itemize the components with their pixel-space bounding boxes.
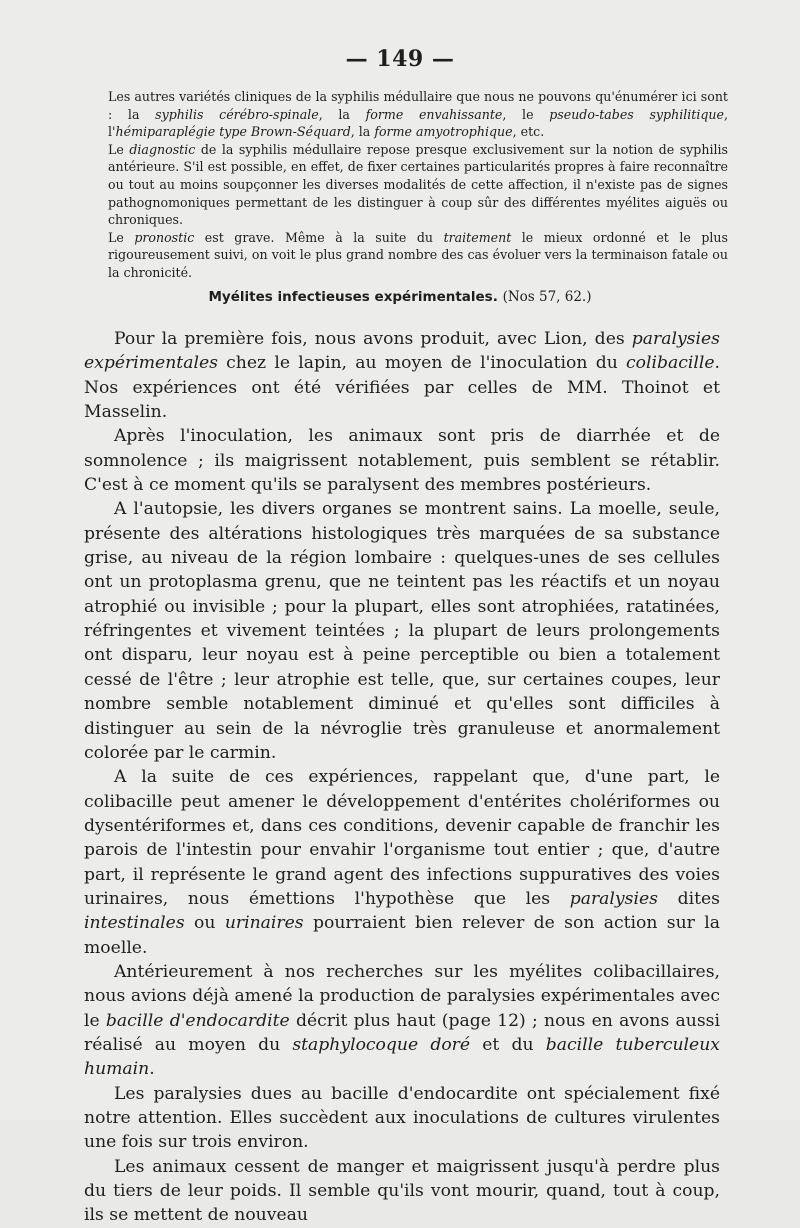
text-run: Après l'inoculation, les animaux sont pris de diarrhée et de somnolence ; ils maigrissent notablement, puis semblent se rétablir. C'est à ce moment qu'ils se paralysent des membres postérieurs. (84, 426, 720, 496)
italic-text: forme amyotrophique (374, 124, 513, 140)
body-paragraph (84, 327, 720, 424)
italic-text: bacille tuberculeux humain (84, 1034, 720, 1080)
text-run: Le (108, 141, 130, 157)
italic-text: traitement (443, 229, 512, 245)
italic-text: hémiparaplégie type Brown-Séquard (115, 124, 351, 140)
body-text (84, 327, 720, 1228)
text-run: Les paralysies dues au bacille d'endocardite ont spécialement fixé notre attention. Elles succèdent aux inoculations de cultures virulentes une fois sur trois environ. (84, 1083, 720, 1153)
body-paragraph (84, 1155, 720, 1228)
intro-paragraph-2 (108, 141, 728, 229)
text-run: Pour la première fois, nous avons produit, avec Lion, des (114, 329, 632, 349)
intro-paragraph-3 (108, 229, 728, 282)
intro-paragraph-1 (108, 88, 728, 141)
body-paragraph (84, 960, 720, 1082)
text-run: . Nos expériences ont été vérifiées par celles de MM. Thoinot et Masselin. (84, 353, 720, 423)
italic-text: colibacille (626, 353, 715, 374)
text-run: A l'autopsie, les divers organes se montrent sains. La moelle, seule, présente des altérations histologiques très marquées de sa substance grise, au niveau de la région lombaire : quelques-unes de ses cellules ont un protoplasma grenu, que ne teintent pas les réactifs et un noyau atrophié ou invisible ; pour la plupart, elles sont atrophiées, ratatinées, réfringentes et vivement teintées ; la plupart de leurs prolongements ont disparu, leur noyau est à peine perceptible ou bien a totalement cessé de l'être ; leur atrophie est telle, que, sur certaines coupes, leur nombre semble notablement diminué et qu'elles sont difficiles à distinguer au sein de la névroglie très granuleuse et anormalement colorée par le carmin. (84, 499, 720, 763)
section-title-text: Myélites infectieuses expérimentales. (208, 289, 498, 305)
italic-text: pseudo-tabes syphilitique (549, 106, 724, 122)
italic-text: pronostic (134, 229, 195, 245)
text-run: le mieux ordonné et le plus rigoureusement suivi, on voit le plus grand nombre des cas évoluer vers la terminaison fatale ou la chronicité. (108, 229, 728, 280)
italic-text: urinaires (224, 913, 304, 934)
section-title (0, 289, 800, 305)
body-paragraph (84, 424, 720, 497)
text-run: et du (470, 1034, 546, 1055)
text-run: dites (657, 888, 720, 909)
text-run: , l' (108, 106, 729, 140)
italic-text: paralysies expérimentales (84, 329, 720, 374)
text-run: ou (184, 913, 225, 934)
text-run: pourraient bien relever de son action sur la moelle. (84, 913, 720, 958)
text-run: . (149, 1059, 155, 1080)
text-run: Le (108, 229, 135, 245)
italic-text: syphilis cérébro-spinale (155, 106, 319, 122)
text-run: , la (318, 106, 366, 122)
italic-text: staphylocoque doré (292, 1034, 471, 1055)
italic-text: diagnostic (129, 141, 196, 157)
body-paragraph (84, 497, 720, 765)
italic-text: intestinales (84, 913, 185, 934)
section-reference: (Nos 57, 62.) (502, 289, 592, 305)
text-run: Les autres variétés cliniques de la syphilis médullaire que nous ne pouvons qu'énumérer ici sont : la (108, 89, 728, 122)
intro-block (108, 88, 728, 282)
body-paragraph (84, 1082, 720, 1155)
text-run: A la suite de ces expériences, rappelant que, d'une part, le colibacille peut amener le développement d'entérites cholériformes ou dysentériformes et, dans ces conditions, devenir capable de franchir les parois de l'intestin pour envahir l'organisme tout entier ; que, d'autre part, il représente le grand agent des infections suppuratives des voies urinaires, nous émettions l'hypothèse que les (84, 767, 720, 909)
italic-text: paralysies (569, 888, 658, 909)
italic-text: bacille d'endocardite (105, 1010, 290, 1031)
text-run: , la (350, 124, 375, 140)
text-run: Les animaux cessent de manger et maigrissent jusqu'à perdre plus du tiers de leur poids. Il semble qu'ils vont mourir, quand, tout à coup, ils se mettent de nouveau (84, 1156, 720, 1226)
text-run: est grave. Même à la suite du (194, 229, 444, 245)
text-run: chez le lapin, au moyen de l'inoculation du (217, 353, 627, 374)
italic-text: forme envahissante (365, 106, 503, 122)
text-run: de la syphilis médullaire repose presque exclusivement sur la notion de syphilis antérieure. S'il est possible, en effet, de fixer certaines particularités propres à faire reconnaître ou tout au moins soupçonner les diverses modalités de cette affection, il n'existe pas de signes pathognomoniques permettant de les distinguer à coup sûr des différentes myélites aiguës ou chroniques. (108, 141, 728, 228)
text-run: décrit plus haut (page 12) ; nous en avons aussi réalisé au moyen du (84, 1010, 720, 1055)
body-paragraph (84, 765, 720, 960)
text-run: , etc. (512, 124, 545, 140)
text-run: , le (502, 106, 550, 122)
page-number: — 149 — (345, 46, 455, 72)
text-run: Antérieurement à nos recherches sur les myélites colibacillaires, nous avions déjà amené la production de paralysies expérimentales avec le (84, 961, 720, 1031)
